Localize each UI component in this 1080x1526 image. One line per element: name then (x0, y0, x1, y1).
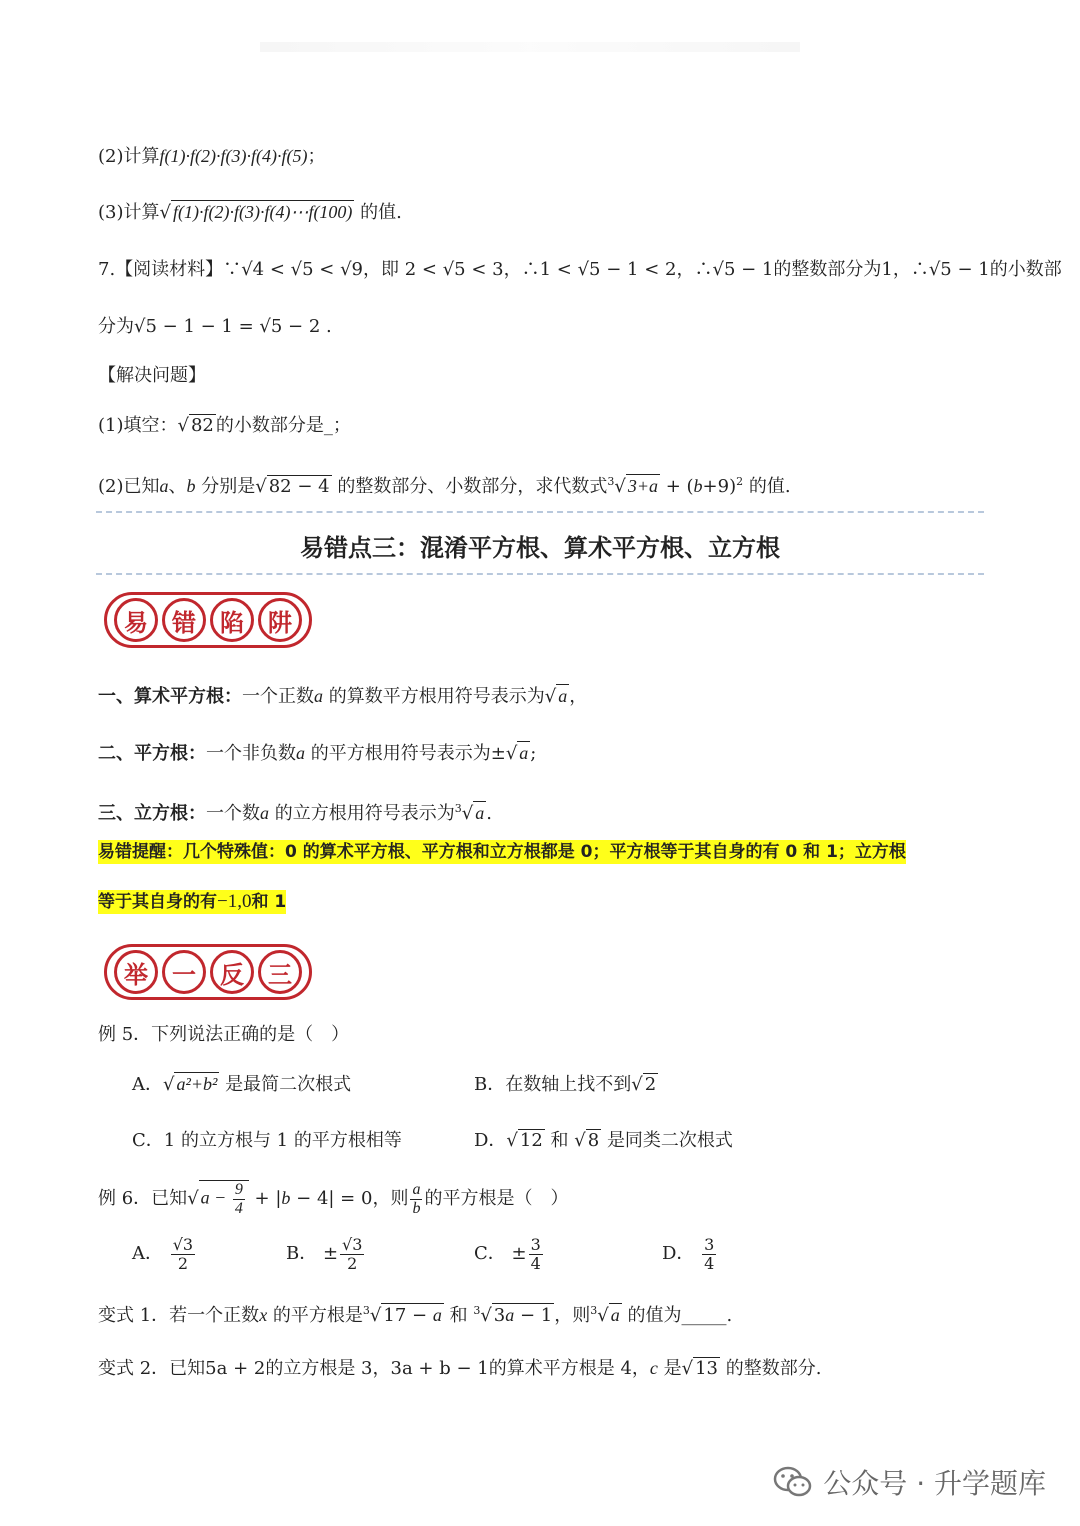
wechat-icon (773, 1465, 813, 1499)
rule-sqrt: 二、平方根：一个非负数a 的平方根用符号表示为±√ a ; (98, 743, 537, 764)
badge-common-traps (104, 592, 312, 648)
rule-arith-sqrt: 一、算术平方根：一个正数a 的算数平方根用符号表示为√ a ， (98, 686, 588, 707)
ex5-option-a[interactable]: A．√ a²+b² 是最简二次根式 (132, 1074, 352, 1095)
ex5-option-d[interactable]: D．√ 12 和 √ 8 是同类二次根式 (474, 1130, 733, 1151)
section-title: 易错点三：混淆平方根、算术平方根、立方根 (300, 534, 780, 562)
q6-part3: (3)计算√ f(1)·f(2)·f(3)·f(4)⋯f(100) 的值. (98, 202, 402, 223)
badge-char: 一 (162, 950, 206, 994)
ex6-option-d[interactable]: D． $\frac{3}{4}$ (662, 1234, 715, 1273)
watermark: 公众号 · 升学题库 (773, 1462, 1046, 1502)
tip-line2: 等于其自身的有−1,0和 1 (98, 891, 287, 912)
badge-char: 陷 (210, 598, 254, 642)
q7-line2: 分为√5 − 1 − 1 = √5 − 2 . (98, 316, 332, 337)
ex6-option-c[interactable]: C． ± $\frac{3}{4}$ (474, 1234, 541, 1273)
badge-char: 易 (114, 598, 158, 642)
badge-examples (104, 944, 312, 1000)
ex6-stem: 例 6．已知√ a − $\frac{9}{4}$ + |b − 4| = 0，则 $\frac{a}{b}$ 的平方根是（ ） (98, 1180, 569, 1218)
divider-top (96, 511, 984, 513)
faded-header (260, 42, 800, 52)
badge-char: 反 (210, 950, 254, 994)
q7-line1: 7.【阅读材料】∵√4 < √5 < √9，即 2 < √5 < 3，∴1 < √5 − 1 < 2，∴√5 − 1的整数部分为1，∴√5 − 1的小数部 (98, 259, 1062, 280)
ex5-stem: 例 5．下列说法正确的是（ ） (98, 1024, 350, 1045)
badge-char: 阱 (258, 598, 302, 642)
divider-bottom (96, 573, 984, 575)
rule-cbrt: 三、立方根：一个数a 的立方根用符号表示为$^3$√ a . (98, 802, 492, 824)
tip-line1: 易错提醒：几个特殊值：0 的算术平方根、平方根和立方根都是 0；平方根等于其自身的有 0 和 1；立方根 (98, 842, 906, 862)
badge-char: 三 (258, 950, 302, 994)
variant2: 变式 2．已知5a + 2的立方根是 3，3a + b − 1的算术平方根是 4，c 是√ 13 的整数部分. (98, 1358, 822, 1379)
badge-char: 举 (114, 950, 158, 994)
ex5-option-c[interactable]: C．1 的立方根与 1 的平方根相等 (132, 1130, 402, 1151)
ex6-option-a[interactable]: A． $\frac{√3}{2}$ (132, 1234, 194, 1273)
variant1: 变式 1．若一个正数x 的平方根是$^3$√ 17 − a 和 $^3$√ 3a − 1 ，则$^3$√ a 的值为_____. (98, 1304, 733, 1326)
q7-solve-title: 【解决问题】 (98, 365, 206, 386)
q7-part2: (2)已知a、b 分别是√ 82 − 4 的整数部分、小数部分，求代数式$^3$√ $3+a + (b+9)^2$ 的值. (98, 475, 791, 497)
ex6-option-b[interactable]: B． ± $\frac{√3}{2}$ (286, 1234, 363, 1273)
q7-part1: (1)填空：√ 82 的小数部分是_； (98, 415, 351, 436)
badge-char: 错 (162, 598, 206, 642)
q6-part2: (2)计算f(1)·f(2)·f(3)·f(4)·f(5)； (98, 146, 326, 167)
ex5-option-b[interactable]: B．在数轴上找不到√ 2 (474, 1074, 657, 1095)
